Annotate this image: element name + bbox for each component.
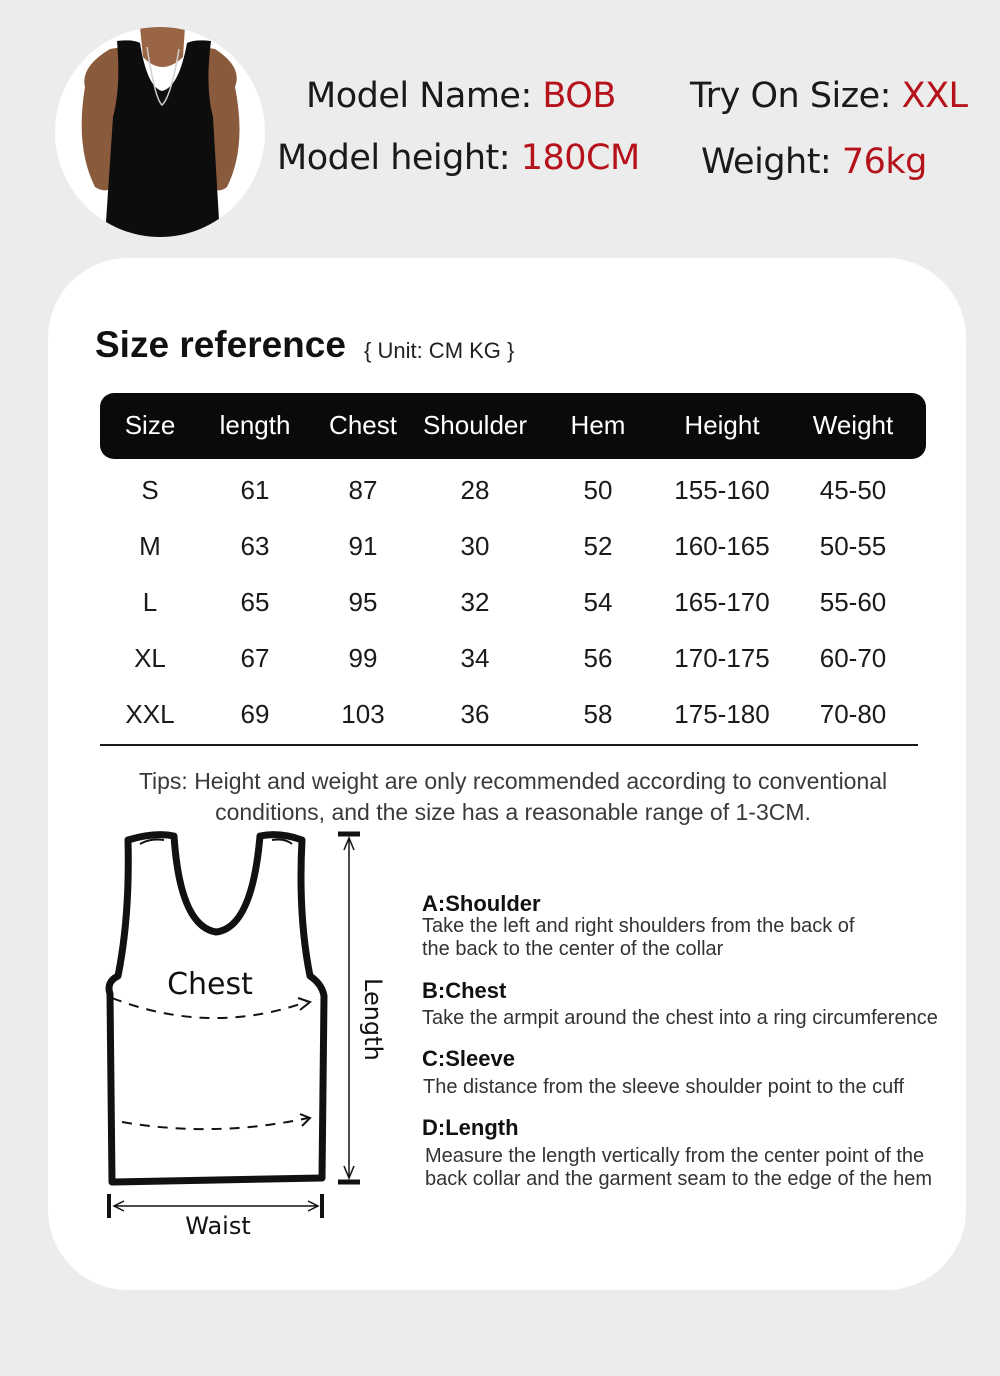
size-reference-unit: { Unit: CM KG } <box>364 338 515 363</box>
def-shoulder-text <box>422 915 854 961</box>
def-shoulder-title: A:Shoulder <box>422 891 541 916</box>
def-chest-title: B:Chest <box>422 978 507 1003</box>
table-cell-chest: 91 <box>348 531 378 561</box>
table-cell-length: 63 <box>240 531 270 561</box>
table-cell-hem: 56 <box>583 643 613 673</box>
table-cell-height: 165-170 <box>674 587 770 617</box>
model-weight-value: 76kg <box>841 142 927 182</box>
table-cell-hem: 58 <box>583 699 613 729</box>
table-cell-hem: 52 <box>583 531 613 561</box>
model-photo <box>55 27 265 237</box>
column-header-shoulder: Shoulder <box>422 410 528 440</box>
table-cell-weight: 50-55 <box>819 531 887 561</box>
table-cell-hem: 54 <box>583 587 613 617</box>
column-header-hem: Hem <box>570 410 626 440</box>
tips-line-1: Tips: Height and weight are only recommended according to conventional <box>138 768 888 794</box>
diagram-chest-label: Chest <box>167 967 253 1002</box>
table-bottom-rule <box>100 744 918 746</box>
def-sleeve-text <box>423 1076 904 1099</box>
table-cell-weight: 70-80 <box>819 699 887 729</box>
table-cell-height: 175-180 <box>674 699 770 729</box>
table-cell-size: M <box>139 531 161 561</box>
model-height <box>277 138 640 178</box>
model-name-value: BOB <box>542 76 616 116</box>
table-cell-length: 67 <box>240 643 270 673</box>
model-height-value: 180CM <box>520 138 640 178</box>
def-length-text <box>425 1145 932 1191</box>
table-cell-weight: 55-60 <box>819 587 887 617</box>
table-cell-shoulder: 30 <box>460 531 490 561</box>
table-cell-size: XL <box>134 643 166 673</box>
table-cell-shoulder: 32 <box>460 587 490 617</box>
tank-top-diagram <box>100 826 400 1246</box>
table-cell-chest: 95 <box>348 587 378 617</box>
table-cell-size: XXL <box>125 699 175 729</box>
table-cell-chest: 99 <box>348 643 378 673</box>
column-header-length: length <box>219 410 291 440</box>
table-cell-hem: 50 <box>583 475 613 505</box>
model-tank-top-image <box>55 27 265 237</box>
diagram-waist-label: Waist <box>185 1212 251 1240</box>
try-on-size-label: Try On Size: <box>690 76 902 116</box>
tips-text <box>100 766 926 828</box>
model-weight <box>701 142 927 182</box>
column-header-height: Height <box>684 410 760 440</box>
table-cell-length: 61 <box>240 475 270 505</box>
size-reference-title: Size reference <box>95 324 346 365</box>
def-length-title: D:Length <box>422 1115 519 1140</box>
def-chest-text <box>422 1007 938 1030</box>
try-on-size-value: XXL <box>901 76 968 116</box>
model-try-on-size <box>690 76 968 116</box>
column-header-chest: Chest <box>329 410 397 440</box>
def-sleeve-title: C:Sleeve <box>422 1046 515 1071</box>
def-sleeve-line-1: The distance from the sleeve shoulder point to the cuff <box>423 1076 905 1098</box>
model-weight-label: Weight: <box>701 142 842 182</box>
table-cell-weight: 60-70 <box>819 643 887 673</box>
column-header-size: Size <box>124 410 176 440</box>
table-cell-height: 170-175 <box>674 643 770 673</box>
table-cell-weight: 45-50 <box>819 475 887 505</box>
table-cell-chest: 103 <box>341 699 385 729</box>
table-cell-length: 65 <box>240 587 270 617</box>
def-shoulder-line-1: Take the left and right shoulders from the back of <box>422 915 855 937</box>
table-cell-shoulder: 28 <box>460 475 490 505</box>
model-height-label: Model height: <box>277 138 521 178</box>
model-name <box>306 76 616 116</box>
tips-line-2: conditions, and the size has a reasonable range of 1-3CM. <box>215 799 811 825</box>
table-cell-chest: 87 <box>348 475 378 505</box>
table-cell-size: S <box>141 475 159 505</box>
def-chest-line-1: Take the armpit around the chest into a ring circumference <box>422 1007 938 1029</box>
def-length-line-1: Measure the length vertically from the center point of the <box>425 1145 925 1167</box>
def-length-line-2: back collar and the garment seam to the edge of the hem <box>425 1168 932 1190</box>
model-name-label: Model Name: <box>306 76 543 116</box>
table-cell-shoulder: 34 <box>460 643 490 673</box>
table-cell-height: 155-160 <box>674 475 770 505</box>
table-cell-shoulder: 36 <box>460 699 490 729</box>
diagram-length-label: Length <box>359 978 387 1061</box>
def-shoulder-line-2: the back to the center of the collar <box>422 938 724 960</box>
table-cell-size: L <box>142 587 158 617</box>
table-cell-height: 160-165 <box>674 531 770 561</box>
table-cell-length: 69 <box>240 699 270 729</box>
column-header-weight: Weight <box>812 410 894 440</box>
